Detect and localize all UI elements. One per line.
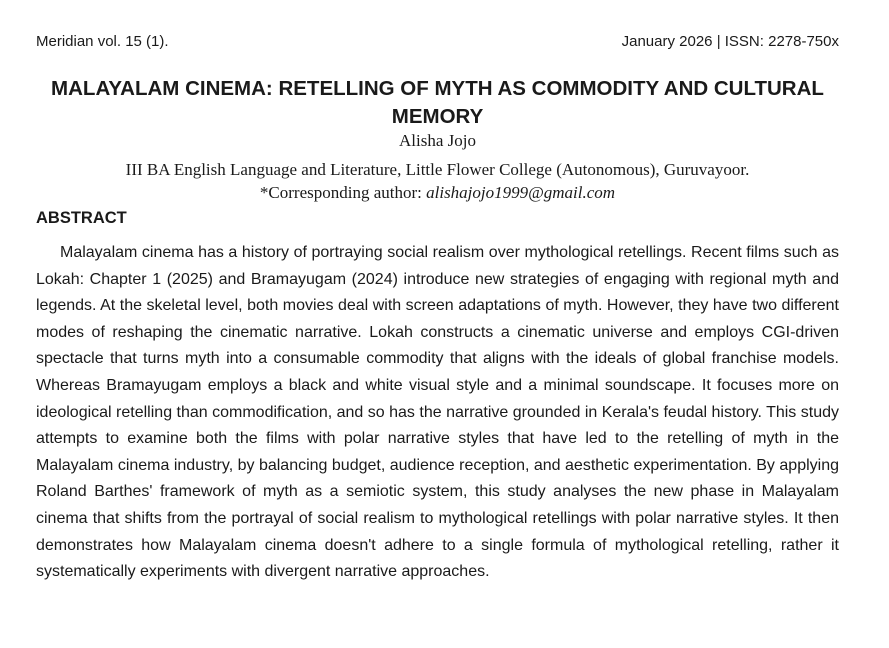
corresponding-label: *Corresponding author:: [259, 183, 427, 202]
issue-info: January 2026 | ISSN: 2278-750x: [621, 33, 839, 50]
author-affiliation: III BA English Language and Literature, Little Flower College (Autonomous), Guruvayoor.: [125, 160, 750, 179]
running-head: [36, 33, 839, 55]
abstract-heading: ABSTRACT: [36, 209, 127, 227]
author-name: Alisha Jojo: [399, 131, 476, 150]
abstract-text: Malayalam cinema has a history of portraying social realism over mythological retellings. Recent films such as Lokah: Chapter 1 (2025) and Bramayugam (2024) introduce new strategies of engaging with regional myth and legends. At the skeletal level, both movies deal with screen adaptations of myth. However, they have two different modes of reshaping the cinematic narrative. Lokah constructs a cinematic universe and employs CGI-driven spectacle that turns myth into a consumable commodity that aligns with the ideals of global franchise models. Whereas Bramayugam employs a black and white visual style and a minimal soundscape. It focuses more on ideological retelling than commodification, and so has the narrative grounded in Kerala's feudal history. This study attempts to examine both the films with polar narrative styles that have led to the retelling of myth in the Malayalam cinema industry, by balancing budget, audience reception, and aesthetic experimentation. By applying Roland Barthes' framework of myth as a semiotic system, this study analyses the new phase in Malayalam cinema that shifts from the portrayal of social realism to mythological retellings with polar narrative styles. It then demonstrates how Malayalam cinema doesn't adhere to a single formula of mythological retelling, rather it systematically experiments with divergent narrative approaches.: [36, 244, 839, 581]
paper-page: [36, 0, 839, 648]
corresponding-author: [36, 182, 839, 204]
journal-citation: Meridian vol. 15 (1).: [36, 33, 169, 50]
article-title: MALAYALAM CINEMA: RETELLING OF MYTH AS COMMODITY AND CULTURAL MEMORY: [51, 77, 824, 128]
corresponding-email: alishajojo1999@gmail.com: [426, 183, 616, 202]
